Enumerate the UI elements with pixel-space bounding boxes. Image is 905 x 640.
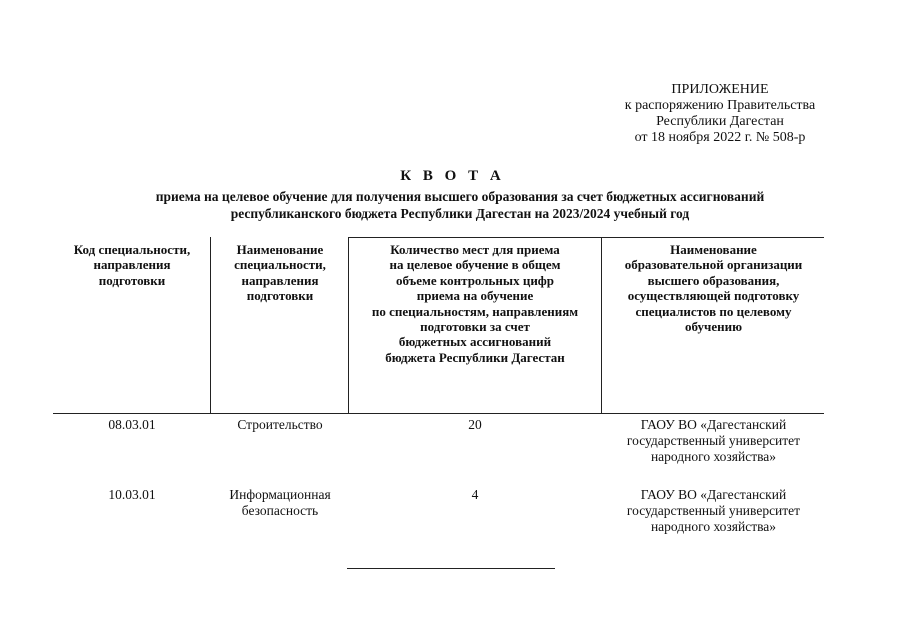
row-1-org-line: народного хозяйства» (650, 449, 777, 464)
row-1-org-line: государственный университет (626, 433, 801, 448)
header-code-line: направления (93, 257, 171, 273)
header-specialty-line: Наименование (236, 242, 324, 257)
row-2-org-line: государственный университет (626, 503, 801, 518)
column-divider (210, 237, 211, 414)
table-row-2-organization (603, 487, 824, 535)
table-row-1-code: 08.03.01 (108, 417, 156, 432)
header-organization-line: высшего образования, (647, 272, 780, 288)
row-2-name-line: Информационная (229, 487, 331, 502)
header-specialty-line: специальности, (234, 257, 326, 273)
header-code-line: подготовки (98, 272, 166, 288)
header-organization-line: Наименование (670, 242, 757, 257)
header-organization-line: образовательной организации (624, 257, 803, 273)
header-code (56, 242, 208, 288)
subtitle-line: приема на целевое обучение для получения высшего образования за счет бюджетных ассигнований (155, 189, 765, 204)
subtitle-line: республиканского бюджета Республики Дагестан на 2023/2024 учебный год (230, 206, 690, 221)
header-organization-line: специалистов по целевому (635, 303, 792, 319)
header-quota-line: объеме контрольных цифр (395, 272, 555, 288)
appendix-line: к распоряжению Правительства (624, 98, 816, 113)
header-specialty-name (213, 242, 347, 304)
table-top-rule (348, 237, 824, 238)
header-quota-line: бюджета Республики Дагестан (385, 349, 565, 365)
row-2-name-line: безопасность (241, 503, 319, 518)
header-quota-line: по специальностям, направлениям (371, 303, 579, 319)
appendix-line: Республики Дагестан (656, 114, 784, 129)
header-organization (603, 242, 824, 334)
end-of-document-rule (347, 568, 555, 569)
row-2-org-line: ГАОУ ВО «Дагестанский (640, 487, 787, 502)
appendix-date-line: от 18 ноября 2022 г. № 508-р (634, 130, 806, 145)
document-subtitle (60, 188, 860, 222)
table-header-bottom-rule (53, 413, 824, 414)
header-organization-line: обучению (684, 319, 743, 335)
table-row-2-quota: 4 (471, 487, 479, 502)
appendix-heading: ПРИЛОЖЕНИЕ (671, 82, 769, 97)
header-quota-line: на целевое обучение в общем (389, 257, 561, 273)
table-row-1-quota: 20 (468, 417, 482, 432)
document-title: К В О Т А (400, 168, 505, 184)
header-quota-line: приема на обучение (416, 288, 534, 304)
row-1-name-line: Строительство (237, 417, 323, 432)
table-row-1-organization (603, 417, 824, 465)
header-quota-line: Количество мест для приема (390, 242, 560, 257)
table-row-2-code: 10.03.01 (108, 487, 156, 502)
row-1-org-line: ГАОУ ВО «Дагестанский (640, 417, 787, 432)
appendix-block (600, 82, 840, 146)
header-specialty-line: направления (241, 272, 319, 288)
header-organization-line: осуществляющей подготовку (627, 288, 800, 304)
header-quota (350, 242, 600, 365)
header-code-line: Код специальности, (73, 242, 191, 257)
header-quota-line: бюджетных ассигнований (398, 334, 552, 350)
table-row-2-name (213, 487, 347, 519)
header-specialty-line: подготовки (246, 288, 314, 304)
table-row-1-name (213, 417, 347, 433)
column-divider (601, 237, 602, 414)
column-divider (348, 237, 349, 414)
header-quota-line: подготовки за счет (420, 319, 530, 335)
row-2-org-line: народного хозяйства» (650, 519, 777, 534)
